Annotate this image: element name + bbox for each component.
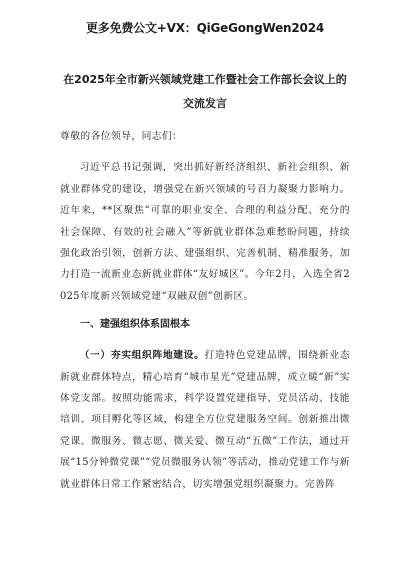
title-line-2: 交流发言 [183,97,227,110]
subsection-text: 打造特色党建品牌，围绕新业态新就业群体特点，精心培育“城市星光”党建品牌，成立暖“新”实体党支部。按照功能需求，科学设置党建指导、党员活动、技能培训、项目孵化等区域，构建全方位党建服务空间。创新推出微党课、微服务、微志愿、微关爱、微互动“五微”工作法，通过开展“15分钟微党课”“党员微服务认领”等活动，推动党建工作与新就业群体日常工作紧密结合，切实增强党组织凝聚力。完善阵 [60,350,350,490]
paragraph-section-1-1 [60,345,350,495]
paragraph-intro: 习近平总书记强调，突出抓好新经济组织、新社会组织、新就业群体党的建设，增强党在新兴领域的号召力凝聚力影响力。近年来，**区聚焦“可靠的职业安全、合理的利益分配、充分的社会保障、有效的社会融入”等新就业群体急难愁盼问题，持续强化政治引领，创新方法、建强组织、完善机制、精准服务，加力打造一流新业态新就业群体“友好城区”。今年2月，入选全省2025年度新兴领域党建“双融双创”创新区。 [60,162,350,302]
watermark-header: 更多免费公文+VX：QiGeGongWen2024 [85,21,324,35]
document-title [60,68,350,116]
greeting: 尊敬的各位领导，同志们： [60,131,183,142]
section-heading-1: 一、建强组织体系固根本 [80,319,190,331]
subsection-label: （一）夯实组织阵地建设。 [79,350,205,362]
title-line-1: 在2025年全市新兴领域党建工作暨社会工作部长会议上的 [63,73,347,86]
